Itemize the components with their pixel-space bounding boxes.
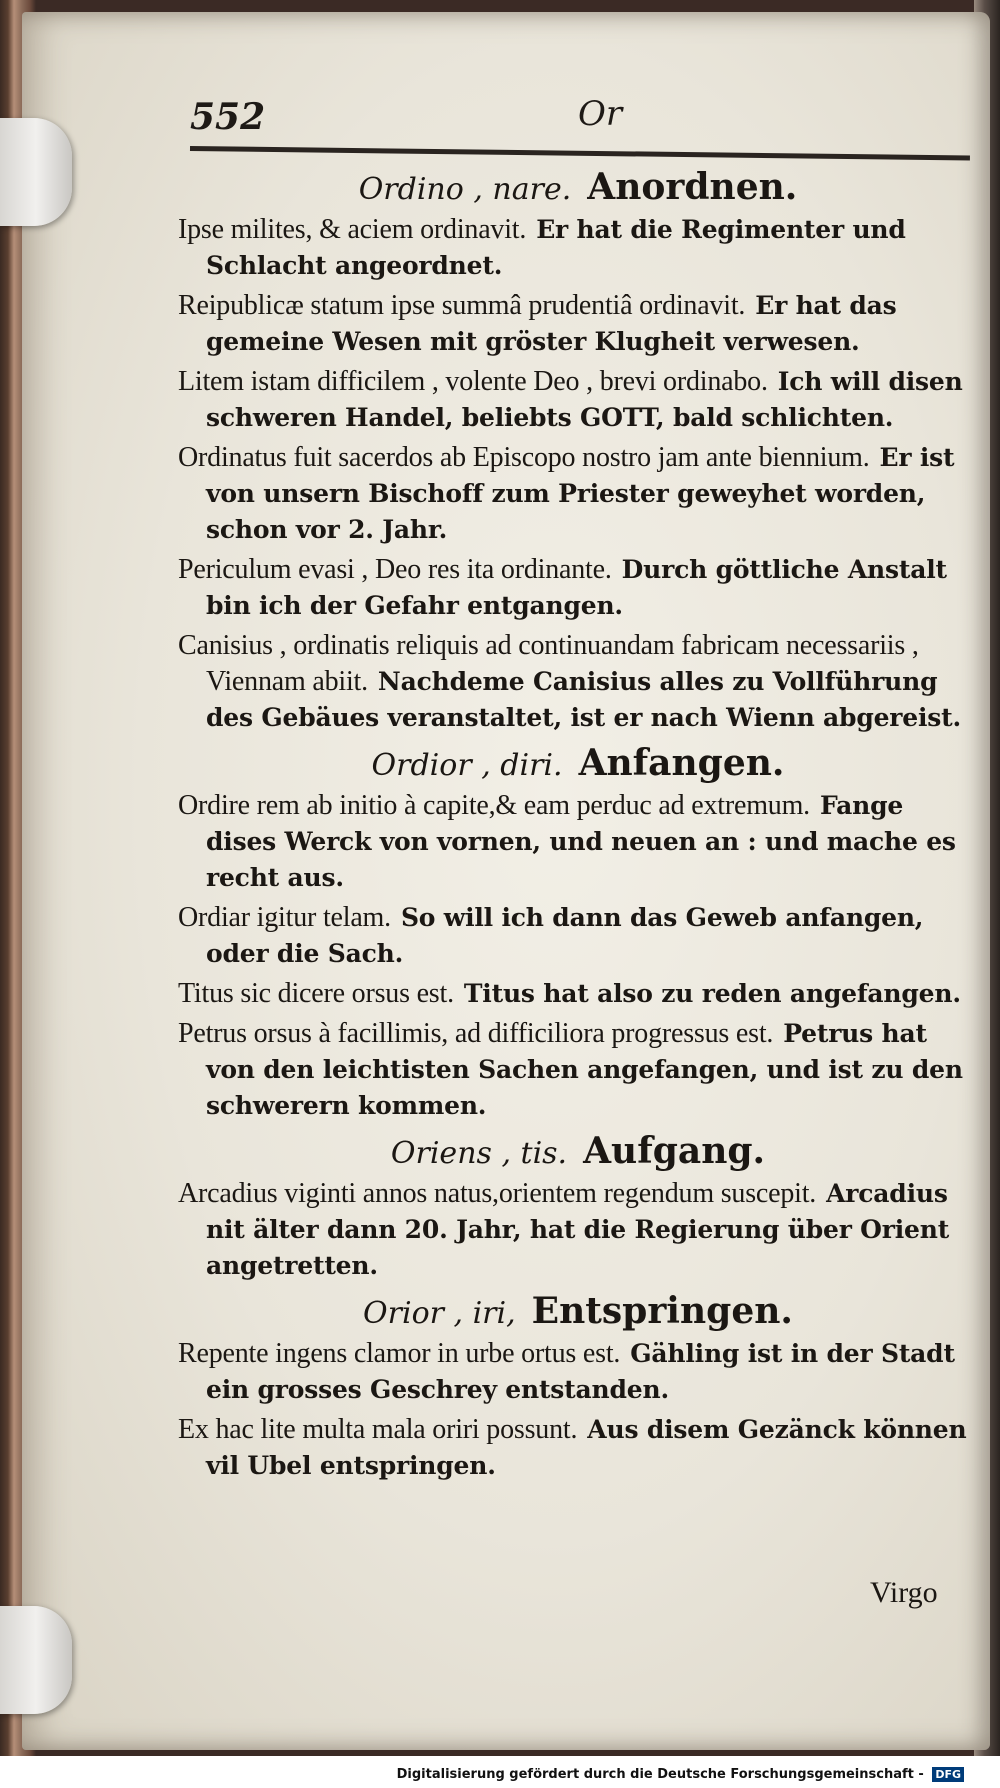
footer-bar (0, 1756, 1000, 1788)
example-german: Er hat das gemeine Wesen mit gröster Klugheit verwesen. (206, 291, 897, 356)
example-latin: Ordiar igitur telam. (178, 902, 391, 933)
headword-german: Aufgang. (583, 1130, 766, 1172)
example-latin: Ordinatus fuit sacerdos ab Episcopo nostro jam ante biennium. (178, 442, 870, 473)
example-entry (178, 552, 978, 624)
example-latin: Litem istam difficilem , volente Deo , brevi ordinabo. (178, 366, 768, 397)
example-german: Nachdeme Canisius alles zu Vollführung des Gebäues veranstaltet, ist er nach Wienn abgereist. (206, 667, 962, 732)
headword (178, 1130, 978, 1172)
example-entry (178, 288, 978, 360)
example-latin: Ipse milites, & aciem ordinavit. (178, 214, 527, 245)
page-clip-top (0, 118, 72, 226)
example-german: So will ich dann das Geweb anfangen, oder die Sach. (206, 903, 924, 968)
example-entry (178, 900, 978, 972)
example-entry (178, 628, 978, 736)
headword-latin: Orior , iri, (363, 1296, 516, 1331)
example-entry (178, 1412, 978, 1484)
headword-latin: Ordino , nare. (358, 172, 572, 207)
example-latin: Ex hac lite multa mala oriri possunt. (178, 1414, 578, 1445)
example-entry (178, 1016, 978, 1124)
example-german: Gähling ist in der Stadt ein grosses Geschrey entstanden. (206, 1339, 955, 1404)
example-entry (178, 364, 978, 436)
example-latin: Repente ingens clamor in urbe ortus est. (178, 1338, 621, 1369)
example-latin: Reipublicæ statum ipse summâ prudentiâ ordinavit. (178, 290, 746, 321)
example-latin: Petrus orsus à facillimis, ad difficiliora progressus est. (178, 1018, 774, 1049)
example-german: Fange dises Werck von vornen, und neuen an : und mache es recht aus. (206, 791, 956, 892)
dictionary-content (178, 160, 978, 1488)
example-latin: Periculum evasi , Deo res ita ordinante. (178, 554, 612, 585)
example-entry (178, 440, 978, 548)
footer-credit (397, 1767, 964, 1782)
running-head: Or (578, 94, 623, 134)
headword-latin: Oriens , tis. (390, 1136, 568, 1171)
example-entry (178, 1336, 978, 1408)
example-latin: Ordire rem ab initio à capite,& eam perduc ad extremum. (178, 790, 810, 821)
example-entry (178, 976, 978, 1012)
headword (178, 166, 978, 208)
page-clip-bottom (0, 1606, 72, 1714)
example-german: Ich will disen schweren Handel, beliebts GOTT, bald schlichten. (206, 367, 963, 432)
page-number: 552 (190, 96, 266, 138)
example-german: Er hat die Regimenter und Schlacht angeordnet. (206, 215, 906, 280)
headword (178, 742, 978, 784)
headword-german: Entspringen. (531, 1290, 793, 1332)
headword-latin: Ordior , diri. (371, 748, 563, 783)
dfg-logo[interactable]: DFG (932, 1767, 964, 1782)
example-latin: Arcadius viginti annos natus,orientem regendum suscepit. (178, 1178, 817, 1209)
example-german: Aus disem Gezänck können vil Ubel entspringen. (206, 1415, 967, 1480)
catchword: Virgo (870, 1576, 938, 1609)
example-entry (178, 1176, 978, 1284)
example-german: Er ist von unsern Bischoff zum Priester geweyhet worden, schon vor 2. Jahr. (206, 443, 955, 544)
headword (178, 1290, 978, 1332)
example-german: Titus hat also zu reden angefangen. (463, 979, 961, 1008)
example-latin: Canisius , ordinatis reliquis ad continuandam fabricam necessariis , Viennam abiit. (178, 630, 919, 697)
headword-german: Anfangen. (578, 742, 785, 784)
example-latin: Titus sic dicere orsus est. (178, 978, 454, 1009)
example-german: Petrus hat von den leichtisten Sachen angefangen, und ist zu den schwerern kommen. (206, 1019, 963, 1120)
example-german: Arcadius nit älter dann 20. Jahr, hat die Regierung über Orient angetretten. (206, 1179, 950, 1280)
headword-german: Anordnen. (587, 166, 798, 208)
example-german: Durch göttliche Anstalt bin ich der Gefahr entgangen. (206, 555, 947, 620)
example-entry (178, 212, 978, 284)
footer-credit-text: Digitalisierung gefördert durch die Deutsche Forschungsgemeinschaft - (396, 1767, 924, 1782)
example-entry (178, 788, 978, 896)
